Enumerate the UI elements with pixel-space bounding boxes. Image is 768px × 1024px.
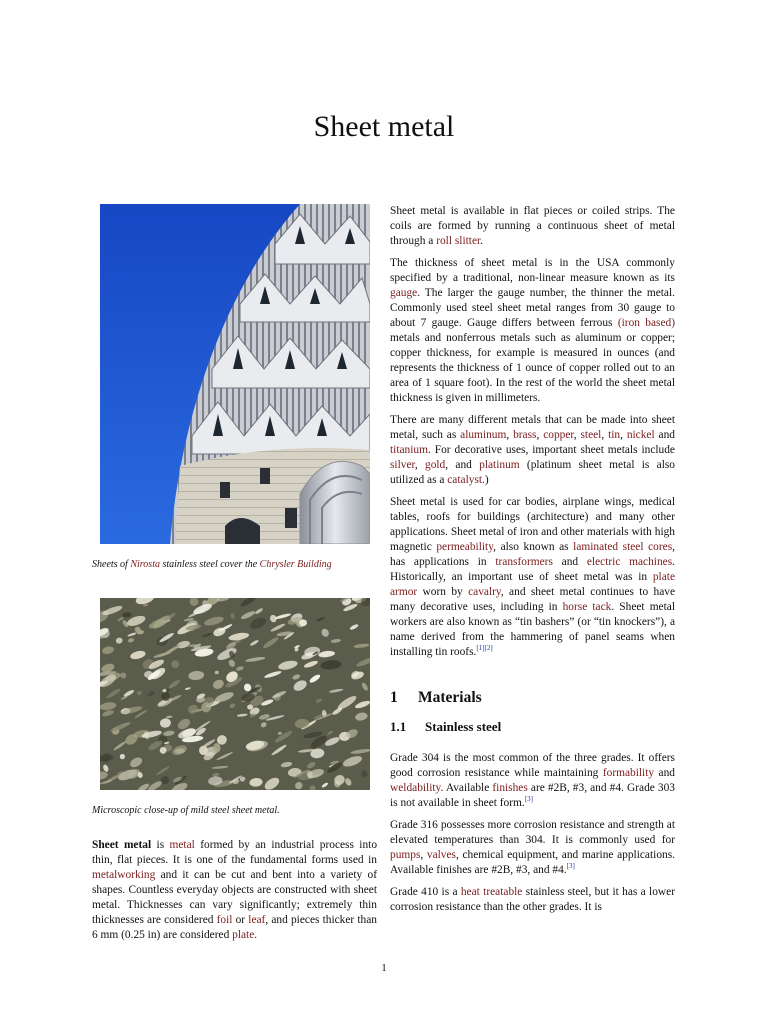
link-horse-tack[interactable]: horse tack bbox=[562, 601, 612, 613]
link-transformers[interactable]: transformers bbox=[495, 556, 553, 568]
link-metal[interactable]: metal bbox=[169, 839, 195, 851]
link-chrysler-building[interactable]: Chrysler Building bbox=[259, 559, 332, 570]
page-number: 1 bbox=[381, 962, 387, 974]
link-cavalry[interactable]: cavalry bbox=[468, 586, 501, 598]
link-platinum[interactable]: platinum bbox=[479, 459, 520, 471]
link-leaf[interactable]: leaf bbox=[248, 914, 266, 926]
reference-3b[interactable]: [3] bbox=[566, 862, 575, 870]
paragraph-thickness: The thickness of sheet metal is in the USA commonly specified by a traditional, non-linear measure known as its gauge. The larger the gauge number, the thinner the metal. Commonly used steel sheet metal ranges from 30 gauge to about 7 gauge. Gauge differs between ferrous (iron based) metals and nonferrous metals such as aluminum or copper; copper thickness, for example is measured in ounces (and represents the thickness of 1 ounce of copper rolled out to an area of 1 square foot). In the rest of the world the sheet metal thickness is given in millimeters. bbox=[390, 257, 676, 404]
paragraph-grade-316: Grade 316 possesses more corrosion resistance and strength at elevated temperatures than 304. It is commonly used for pumps, valves, chemical equipment, and marine applications. Available finishes are #2B, #3, and #4.[3] bbox=[390, 819, 675, 876]
link-formability[interactable]: formability bbox=[602, 767, 655, 779]
link-titanium[interactable]: titanium bbox=[390, 444, 428, 456]
link-metalworking[interactable]: metalworking bbox=[92, 869, 156, 881]
link-tin[interactable]: tin bbox=[608, 429, 621, 441]
reference-1[interactable]: [1] bbox=[476, 644, 485, 652]
link-nirosta[interactable]: Nirosta bbox=[130, 559, 160, 570]
intro-paragraph: Sheet metal is metal formed by an industrial process into thin, flat pieces. It is one of the fundamental forms used in metalworking and it can be cut and bent into a variety of shapes. Countless everyday objects are constructed with sheet metal. Thicknesses can vary significantly; extremely thin thicknesses are considered foil or leaf, and pieces thicker than 6 mm (0.25 in) are considered plate. bbox=[92, 839, 378, 941]
paragraph-metals: There are many different metals that can be made into sheet metal, such as aluminum, brass, copper, steel, tin, nickel and titanium. For decorative uses, important sheet metals include silver, gold, and platinum (platinum sheet metal is also utilized as a catalyst.) bbox=[390, 414, 675, 486]
link-pumps[interactable]: pumps bbox=[390, 849, 421, 861]
link-catalyst[interactable]: catalyst bbox=[447, 474, 483, 486]
chrysler-building-image bbox=[100, 204, 370, 544]
mild-steel-closeup-image bbox=[100, 598, 370, 790]
paragraph-availability: Sheet metal is available in flat pieces or coiled strips. The coils are formed by running a continuous sheet of metal through a roll slitter. bbox=[390, 205, 675, 247]
paragraph-uses: Sheet metal is used for car bodies, airplane wings, medical tables, roofs for buildings (architecture) and many other applications. Sheet metal of iron and other materials with high magnetic permeability, also known as laminated steel cores, has applications in transformers and electric machines. Historically, an important use of sheet metal was in plate armor worn by cavalry, and sheet metal continues to have many decorative uses, including in horse tack. Sheet metal workers are also known as “tin bashers” (or “tin knockers”), a name derived from the hammering of panel seams when installing tin roofs.[1][2] bbox=[390, 496, 676, 658]
paragraph-grade-304: Grade 304 is the most common of the three grades. It offers good corrosion resistance while maintaining formability and weldability. Available finishes are #2B, #3, and #4. Grade 303 is not available in sheet form.[3] bbox=[390, 752, 676, 809]
section-heading-materials: 1 Materials bbox=[390, 689, 482, 706]
link-heat-treatable[interactable]: heat treatable bbox=[460, 886, 523, 898]
link-weldability[interactable]: weldability bbox=[390, 782, 441, 794]
figure-caption-1: Sheets of Nirosta stainless steel cover the Chrysler Building bbox=[92, 559, 332, 570]
link-finishes[interactable]: finishes bbox=[492, 782, 528, 794]
link-nickel[interactable]: nickel bbox=[626, 429, 655, 441]
link-plate[interactable]: plate bbox=[232, 929, 255, 941]
link-gold[interactable]: gold bbox=[425, 459, 446, 471]
link-valves[interactable]: valves bbox=[426, 849, 456, 861]
link-copper[interactable]: copper bbox=[543, 429, 574, 441]
link-steel[interactable]: steel bbox=[580, 429, 602, 441]
page-title: Sheet metal bbox=[313, 110, 455, 143]
link-permeability[interactable]: permeability bbox=[436, 541, 494, 553]
link-plate-armor[interactable]: plate armor bbox=[390, 571, 675, 598]
subsection-heading-stainless-steel: 1.1 Stainless steel bbox=[390, 719, 502, 734]
reference-2[interactable]: [2] bbox=[484, 644, 493, 652]
link-foil[interactable]: foil bbox=[216, 914, 233, 926]
link-gauge[interactable]: gauge bbox=[390, 287, 418, 299]
link-silver[interactable]: silver bbox=[390, 459, 415, 471]
paragraph-grade-410: Grade 410 is a heat treatable stainless steel, but it has a lower corrosion resistance than the other grades. It is bbox=[390, 886, 675, 913]
figure-caption-2: Microscopic close-up of mild steel sheet metal. bbox=[92, 805, 280, 816]
link-aluminum[interactable]: aluminum bbox=[460, 429, 507, 441]
link-roll-slitter[interactable]: roll slitter bbox=[436, 235, 481, 247]
link-electric-machines[interactable]: electric machines bbox=[586, 556, 673, 568]
link-laminated-steel-cores[interactable]: laminated steel cores bbox=[573, 541, 673, 553]
right-column bbox=[390, 204, 675, 922]
reference-3[interactable]: [3] bbox=[524, 795, 533, 803]
link-iron-based[interactable]: (iron based) bbox=[617, 317, 676, 329]
link-brass[interactable]: brass bbox=[513, 429, 537, 441]
